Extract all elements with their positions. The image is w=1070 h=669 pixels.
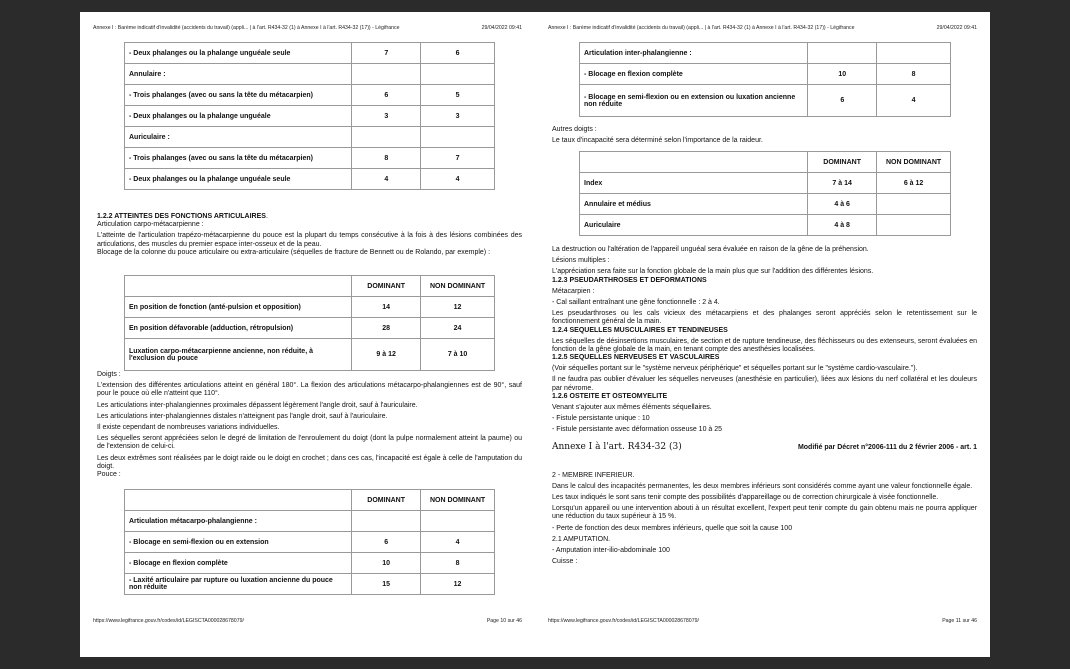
value-non-dominant xyxy=(421,511,495,532)
row-label: Articulation inter-phalangienne : xyxy=(580,43,808,64)
paragraph: Il existe cependant de nombreuses variations individuelles. xyxy=(97,423,280,431)
row-label: - Blocage en flexion complète xyxy=(125,553,352,574)
value-non-dominant: 4 xyxy=(877,85,951,117)
page-10 xyxy=(80,12,535,657)
table-row xyxy=(125,148,495,169)
paragraph: Les articulations inter-phalangiennes proximales dépassent légèrement l'angle droit, sauf à l'auriculaire. xyxy=(97,401,418,409)
content-table3 xyxy=(97,489,522,595)
paragraph: Il ne faudra pas oublier d'évaluer les séquelles nerveuses (anesthésie en particulier), liées aux lésions du nerf collatéral et les douleurs par névrome. xyxy=(552,376,977,392)
page-header xyxy=(548,25,977,31)
row-label: Articulation métacarpo-phalangienne : xyxy=(125,511,352,532)
paragraph: Lésions multiples : xyxy=(552,257,610,265)
value-non-dominant: 24 xyxy=(421,318,495,339)
value-dominant: 4 à 8 xyxy=(808,215,877,236)
value-dominant: 3 xyxy=(352,106,421,127)
article-heading xyxy=(552,442,977,452)
table-row xyxy=(125,532,495,553)
content-top xyxy=(552,42,977,117)
paragraph: Les pseudarthroses ou les cals vicieux des métacarpiens et des phalanges seront appréciés selon le retentissement sur le fonctionnement général de la main. xyxy=(552,310,977,326)
value-dominant: 15 xyxy=(352,574,421,595)
footer-url: https://www.legifrance.gouv.fr/codes/id/LEGISCTA000028678079/ xyxy=(548,618,699,624)
paragraph: Les deux extrêmes sont réalisées par le doigt raide ou le doigt en crochet ; dans ces cas, l'incapacité est égale à celle de l'amputation du doigt. xyxy=(97,454,522,470)
table-header-cell xyxy=(580,152,808,173)
table-header-cell: DOMINANT xyxy=(352,276,421,297)
paragraph: - Perte de fonction des deux membres inférieurs, quelle que soit la cause 100 xyxy=(552,524,793,532)
value-dominant: 8 xyxy=(352,148,421,169)
paragraph: Blocage de la colonne du pouce articulaire ou extra-articulaire (séquelles de fracture de Bennett ou de Rolando, par exemple) : xyxy=(97,248,491,256)
table-thumb-mp xyxy=(124,489,495,595)
table-header-cell: DOMINANT xyxy=(352,490,421,511)
header-title: Annexe I : Barème indicatif d'invalidité (accidents du travail) (appli... | à l'art. R434-32 (1) à Annexe I à l'art. R434-32 (17)) - Légifrance xyxy=(548,25,855,31)
value-dominant: 4 à 6 xyxy=(808,194,877,215)
value-non-dominant: 8 xyxy=(877,64,951,85)
paragraph: Les taux indiqués le sont sans tenir compte des possibilités d'appareillage ou de correction chirurgicale à visée fonctionnelle. xyxy=(552,493,939,501)
row-label: En position de fonction (anté-pulsion et opposition) xyxy=(125,297,352,318)
content-lesions xyxy=(552,246,977,566)
paragraph: L'appréciation sera faite sur la fonction globale de la main plus que sur l'addition des différentes lésions. xyxy=(552,268,874,276)
value-dominant xyxy=(352,64,421,85)
table-row xyxy=(125,511,495,532)
paragraph: - Fistule persistante avec déformation osseuse 10 à 25 xyxy=(552,426,723,434)
paragraph: (Voir séquelles portant sur le "système nerveux périphérique" et séquelles portant sur le "système cardio-vasculaire."). xyxy=(552,365,918,373)
content-top xyxy=(97,42,522,190)
table-row xyxy=(580,43,951,64)
header-title: Annexe I : Barème indicatif d'invalidité (accidents du travail) (appli... | à l'art. R434-32 (1) à Annexe I à l'art. R434-32 (17)) - Légifrance xyxy=(93,25,400,31)
paragraph: Pouce : xyxy=(97,470,121,478)
paragraph: Articulation carpo-métacarpienne : xyxy=(97,221,204,229)
section-title: 1.2.5 SEQUELLES NERVEUSES ET VASCULAIRES xyxy=(552,354,720,362)
value-non-dominant xyxy=(877,194,951,215)
value-non-dominant: 5 xyxy=(421,85,495,106)
value-dominant xyxy=(808,43,877,64)
row-label: - Trois phalanges (avec ou sans la tête du métacarpien) xyxy=(125,85,352,106)
section-title: 1.2.2 ATTEINTES DES FONCTIONS ARTICULAIRES. xyxy=(97,213,268,220)
table-header-row xyxy=(580,152,951,173)
article-modification-link[interactable]: Modifié par Décret n°2006-111 du 2 février 2006 - art. 1 xyxy=(797,443,977,451)
value-non-dominant: 6 xyxy=(421,43,495,64)
paragraph: L'atteinte de l'articulation trapézo-métacarpienne du pouce est la plupart du temps consécutive à la fois à des lésions combinées des articulations, des muscles du premier espace inter-osseux et de la peau. xyxy=(97,232,522,248)
paragraph: Doigts : xyxy=(97,371,121,378)
paragraph: Lorsqu'un appareil ou une intervention abouti à un résultat excellent, l'expert peut tenir compte du gain obtenu mais ne pourra appliquer une réduction du taux supérieur à 15 %. xyxy=(552,505,977,521)
table-header-cell xyxy=(125,276,352,297)
value-non-dominant: 8 xyxy=(421,553,495,574)
section-title: 1.2.4 SEQUELLES MUSCULAIRES ET TENDINEUSES xyxy=(552,326,728,334)
value-non-dominant: 4 xyxy=(421,169,495,190)
table-header-row xyxy=(125,276,495,297)
table-row xyxy=(125,297,495,318)
table-row xyxy=(125,106,495,127)
row-label: Auriculaire xyxy=(580,215,808,236)
content-articular xyxy=(97,213,522,257)
paragraph: Venant s'ajouter aux mêmes éléments séquellaires. xyxy=(552,404,712,411)
value-dominant: 6 xyxy=(808,85,877,117)
table-row xyxy=(580,194,951,215)
table-row xyxy=(580,173,951,194)
row-label: - Deux phalanges ou la phalange unguéale seule xyxy=(125,169,352,190)
value-dominant: 14 xyxy=(352,297,421,318)
paragraph: Le taux d'incapacité sera déterminé selon l'importance de la raideur. xyxy=(552,137,763,145)
value-non-dominant xyxy=(421,64,495,85)
table-row xyxy=(125,64,495,85)
paragraph: Métacarpien : xyxy=(552,287,595,295)
value-non-dominant: 12 xyxy=(421,574,495,595)
table-row xyxy=(125,574,495,595)
table-row xyxy=(125,318,495,339)
row-label: Annulaire : xyxy=(125,64,352,85)
content-table2 xyxy=(97,275,522,371)
table-row xyxy=(125,339,495,371)
value-non-dominant xyxy=(421,127,495,148)
table-row xyxy=(580,215,951,236)
paragraph: - Cal saillant entraînant une gêne fonctionnelle : 2 à 4. xyxy=(552,298,720,306)
row-label: - Laxité articulaire par rupture ou luxation ancienne du pouce non réduite xyxy=(125,574,352,595)
table-row xyxy=(125,127,495,148)
footer-page-number: Page 11 sur 46 xyxy=(942,618,977,624)
table-row xyxy=(125,85,495,106)
value-non-dominant xyxy=(877,215,951,236)
value-dominant: 10 xyxy=(808,64,877,85)
paragraph: Dans le calcul des incapacités permanentes, les deux membres inférieurs sont considérés comme ayant une valeur fonctionnelle égale. xyxy=(552,482,973,490)
table-header-row xyxy=(125,490,495,511)
section-title: 1.2.3 PSEUDARTHROSES ET DEFORMATIONS xyxy=(552,276,707,284)
value-dominant: 7 xyxy=(352,43,421,64)
row-label: Index xyxy=(580,173,808,194)
page-11 xyxy=(535,12,990,657)
content-doigts xyxy=(97,371,522,479)
value-dominant: 6 xyxy=(352,532,421,553)
row-label: Annulaire et médius xyxy=(580,194,808,215)
row-label: Luxation carpo-métacarpienne ancienne, non réduite, à l'exclusion du pouce xyxy=(125,339,352,371)
table-header-cell: DOMINANT xyxy=(808,152,877,173)
row-label: - Blocage en semi-flexion ou en extension xyxy=(125,532,352,553)
section-title: 1.2.6 OSTEITE ET OSTEOMYELITE xyxy=(552,392,668,400)
value-dominant: 7 à 14 xyxy=(808,173,877,194)
paragraph: Cuisse : xyxy=(552,558,578,566)
row-label: Auriculaire : xyxy=(125,127,352,148)
content-table-autres xyxy=(552,151,977,236)
table-thumb-blockage xyxy=(124,275,495,371)
page-footer xyxy=(93,618,522,624)
row-label: - Deux phalanges ou la phalange unguéale seule xyxy=(125,43,352,64)
table-other-fingers xyxy=(579,151,951,236)
table-row xyxy=(580,64,951,85)
table-header-cell: NON DOMINANT xyxy=(421,276,495,297)
value-dominant: 4 xyxy=(352,169,421,190)
value-dominant: 6 xyxy=(352,85,421,106)
value-dominant: 10 xyxy=(352,553,421,574)
paragraph: La destruction ou l'altération de l'appareil unguéal sera évaluée en raison de la gêne de la préhension. xyxy=(552,246,869,253)
table-interphalangeal xyxy=(579,42,951,117)
value-non-dominant: 7 à 10 xyxy=(421,339,495,371)
value-non-dominant: 12 xyxy=(421,297,495,318)
value-non-dominant: 7 xyxy=(421,148,495,169)
paragraph: Les séquelles seront appréciées selon le degré de limitation de l'enroulement du doigt (dont la pulpe normalement atteint la paume) ou de l'extension de celui-ci. xyxy=(97,435,522,451)
content-autres xyxy=(552,126,977,145)
table-fingers-amputation xyxy=(124,42,495,190)
paragraph: Les articulations inter-phalangiennes distales n'atteignent pas l'angle droit, sauf à l'auriculaire. xyxy=(97,412,388,420)
value-dominant: 9 à 12 xyxy=(352,339,421,371)
article-title: Annexe I à l'art. R434-32 (3) xyxy=(552,441,682,452)
table-header-cell: NON DOMINANT xyxy=(421,490,495,511)
table-row xyxy=(580,85,951,117)
paragraph: - Amputation inter-ilio-abdominale 100 xyxy=(552,546,670,554)
header-date: 29/04/2022 09:41 xyxy=(481,25,522,31)
header-date: 29/04/2022 09:41 xyxy=(936,25,977,31)
row-label: - Deux phalanges ou la phalange unguéale xyxy=(125,106,352,127)
value-non-dominant: 4 xyxy=(421,532,495,553)
value-non-dominant: 6 à 12 xyxy=(877,173,951,194)
value-non-dominant xyxy=(877,43,951,64)
table-header-cell: NON DOMINANT xyxy=(877,152,951,173)
paragraph: L'extension des différentes articulations atteint en général 180°. La flexion des articulations métacarpo-phalangiennes est de 90°, sauf pour le pouce où elle n'atteint que 110°. xyxy=(97,382,522,398)
footer-page-number: Page 10 sur 46 xyxy=(486,618,522,624)
row-label: - Blocage en flexion complète xyxy=(580,64,808,85)
page-header xyxy=(93,25,522,31)
footer-url: https://www.legifrance.gouv.fr/codes/id/LEGISCTA000028678079/ xyxy=(93,618,244,624)
paragraph: Les séquelles de désinsertions musculaires, de section et de rupture tendineuse, des fléchisseurs ou des extenseurs, seront évaluées en fonction de la gêne globale de la main, en tenant compte des anesthésies localisées. xyxy=(552,337,977,353)
table-row xyxy=(125,169,495,190)
page-footer xyxy=(548,618,977,624)
paragraph: Autres doigts : xyxy=(552,126,597,133)
paragraph: 2.1 AMPUTATION. xyxy=(552,535,611,543)
value-non-dominant: 3 xyxy=(421,106,495,127)
value-dominant xyxy=(352,511,421,532)
table-row xyxy=(125,553,495,574)
value-dominant xyxy=(352,127,421,148)
value-dominant: 28 xyxy=(352,318,421,339)
row-label: - Trois phalanges (avec ou sans la tête du métacarpien) xyxy=(125,148,352,169)
table-row xyxy=(125,43,495,64)
row-label: - Blocage en semi-flexion ou en extension ou luxation ancienne non réduite xyxy=(580,85,808,117)
table-header-cell xyxy=(125,490,352,511)
paragraph: - Fistule persistante unique : 10 xyxy=(552,415,650,423)
paragraph: 2 - MEMBRE INFERIEUR. xyxy=(552,471,635,479)
row-label: En position défavorable (adduction, rétropulsion) xyxy=(125,318,352,339)
document-viewer xyxy=(80,12,990,657)
